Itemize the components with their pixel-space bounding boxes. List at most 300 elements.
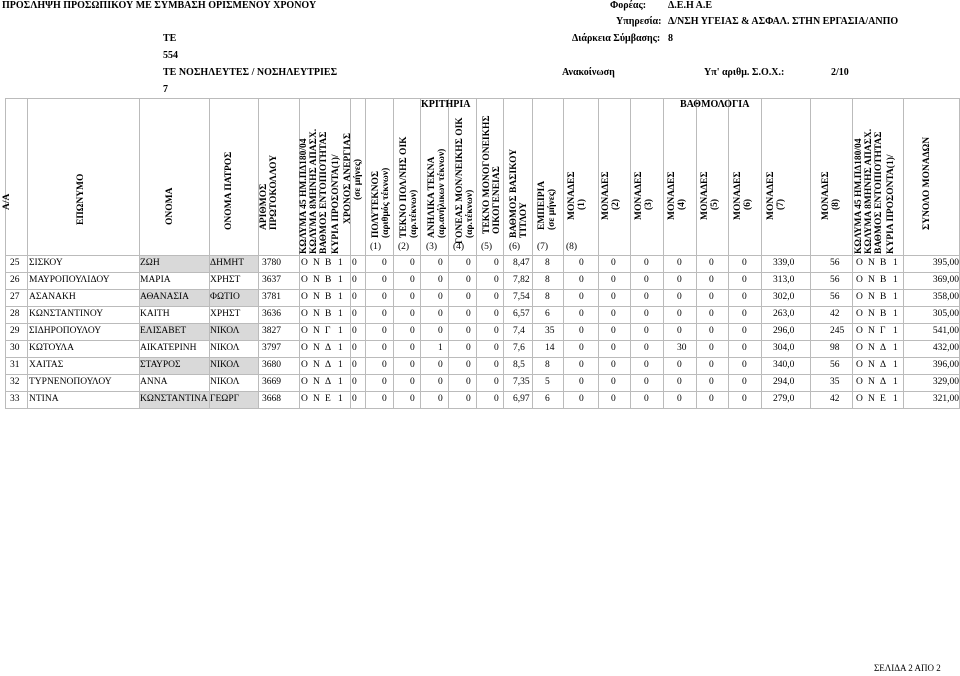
- cell-m1: 0: [579, 377, 584, 387]
- cell-onoma: ΚΑΙΤΗ: [140, 309, 170, 319]
- cell-m4: 0: [677, 258, 682, 268]
- cell-m4: 30: [677, 343, 687, 353]
- col-m1-2: (1): [577, 198, 587, 210]
- cell-patros: ΔΗΜΗΤ: [210, 258, 245, 268]
- cell-vathmos: 6,57: [513, 309, 530, 319]
- cell-vathmos: 7,82: [513, 275, 530, 285]
- cell-anergia: 0: [352, 377, 357, 387]
- cell-kolyma-n: Ν: [313, 275, 320, 285]
- cell-m7: 279,0: [773, 394, 795, 404]
- cell-teknomon: 0: [494, 326, 499, 336]
- cell-onoma: ΖΩΗ: [140, 258, 160, 268]
- cell-anergia: 0: [352, 343, 357, 353]
- cell-kolyma2-kyria: 1: [893, 394, 898, 404]
- cell-kolyma2-vathmos: Γ: [880, 326, 886, 336]
- cell-m4: 0: [677, 309, 682, 319]
- cell-kolyma-o: Ο: [301, 292, 308, 302]
- cell-kolyma-n: Ν: [313, 309, 320, 319]
- col-polyteknos-2: (αριθμός τέκνων): [381, 167, 391, 238]
- cell-m6: 0: [742, 360, 747, 370]
- cell-m4: 0: [677, 360, 682, 370]
- specialty-code: 554: [163, 50, 178, 61]
- cell-vathmos: 8,5: [513, 360, 525, 370]
- cell-vathmos-entop: Β: [325, 275, 332, 285]
- col-m5-2: (5): [710, 198, 720, 210]
- cell-kolyma2-n: Ν: [868, 394, 875, 404]
- cell-synolo: 329,00: [932, 377, 959, 387]
- cell-eponymo: ΚΩΤΟΥΛΑ: [29, 343, 74, 353]
- cell-kolyma2-n: Ν: [868, 292, 875, 302]
- cell-kolyma2-vathmos: Β: [880, 275, 887, 285]
- cell-empeiria: 5: [545, 377, 550, 387]
- cell-vathmos: 7,35: [513, 377, 530, 387]
- cell-protokollo: 3668: [262, 394, 281, 404]
- ypiresia-value: Δ/ΝΣΗ ΥΓΕΙΑΣ & ΑΣΦΑΛ. ΣΤΗΝ ΕΡΓΑΣΙΑ/ΑΝΠΟ: [668, 16, 899, 27]
- num-label-7: (7): [537, 242, 549, 252]
- cell-m4: 0: [677, 377, 682, 387]
- cell-m3: 0: [644, 343, 649, 353]
- num-label-1: (1): [370, 242, 382, 252]
- cell-anilika: 0: [438, 360, 443, 370]
- cell-m4: 0: [677, 292, 682, 302]
- cell-kolyma2-n: Ν: [868, 377, 875, 387]
- col-m4-2: (4): [677, 198, 687, 210]
- cell-aa: 30: [10, 343, 20, 353]
- cell-m2: 0: [611, 377, 616, 387]
- col-m7-2: (7): [776, 198, 786, 210]
- cell-m1: 0: [579, 258, 584, 268]
- num-label-8: (8): [566, 242, 578, 252]
- col-onoma-patros: ΟΝΟΜΑ ΠΑΤΡΟΣ: [224, 151, 234, 230]
- cell-eponymo: ΚΩΝΣΤΑΝΤΙΝΟΥ: [29, 309, 104, 319]
- cell-kolyma-o: Ο: [301, 360, 308, 370]
- cell-goneas: 0: [466, 394, 471, 404]
- cell-kyria: 1: [338, 292, 343, 302]
- cell-m7: 302,0: [773, 292, 795, 302]
- cell-kolyma-n: Ν: [313, 343, 320, 353]
- cell-onoma: ΚΩΝΣΤΑΝΤΙΝΑ: [140, 394, 208, 404]
- positions-count: 7: [163, 84, 168, 95]
- foreas-value: Δ.Ε.Η Α.Ε: [668, 0, 713, 11]
- cell-teknopol: 0: [410, 309, 415, 319]
- cell-teknomon: 0: [494, 394, 499, 404]
- cell-kolyma-o: Ο: [301, 309, 308, 319]
- cell-eponymo: ΤΥΡΝΕΝΟΠΟΥΛΟΥ: [29, 377, 112, 387]
- cell-kolyma-o: Ο: [301, 326, 308, 336]
- cell-goneas: 0: [466, 292, 471, 302]
- cell-onoma: ΑΝΝΑ: [140, 377, 168, 387]
- cell-polyteknos: 0: [382, 360, 387, 370]
- cell-m3: 0: [644, 377, 649, 387]
- cell-aa: 33: [10, 394, 20, 404]
- cell-m5: 0: [709, 394, 714, 404]
- cell-synolo: 541,00: [932, 326, 959, 336]
- cell-m2: 0: [611, 275, 616, 285]
- cell-teknopol: 0: [410, 292, 415, 302]
- cell-m8: 98: [830, 343, 840, 353]
- cell-m8: 56: [830, 360, 840, 370]
- cell-kolyma2-o: Ο: [856, 343, 863, 353]
- col-vathmos-1: ΒΑΘΜΟΣ ΒΑΣΙΚΟΥ: [509, 148, 519, 238]
- cell-onoma: ΑΘΑΝΑΣΙΑ: [140, 292, 190, 302]
- cell-protokollo: 3636: [262, 309, 281, 319]
- cell-m3: 0: [644, 326, 649, 336]
- cell-teknomon: 0: [494, 258, 499, 268]
- cell-m5: 0: [709, 258, 714, 268]
- cell-m5: 0: [709, 292, 714, 302]
- cell-anergia: 0: [352, 309, 357, 319]
- cell-m6: 0: [742, 292, 747, 302]
- cell-m8: 42: [830, 394, 840, 404]
- cell-m7: 294,0: [773, 377, 795, 387]
- cell-m6: 0: [742, 377, 747, 387]
- cell-kolyma-o: Ο: [301, 377, 308, 387]
- cell-anilika: 0: [438, 394, 443, 404]
- cell-m5: 0: [709, 360, 714, 370]
- cell-m6: 0: [742, 309, 747, 319]
- cell-m7: 313,0: [773, 275, 795, 285]
- cell-kyria: 1: [338, 309, 343, 319]
- cell-aa: 29: [10, 326, 20, 336]
- cell-m2: 0: [611, 343, 616, 353]
- col-empeiria-2: (σε μήνες): [547, 188, 557, 230]
- cell-m2: 0: [611, 292, 616, 302]
- cell-anergia: 0: [352, 394, 357, 404]
- cell-teknomon: 0: [494, 343, 499, 353]
- cell-patros: ΝΙΚΟΛ: [210, 360, 240, 370]
- cell-vathmos-entop: Δ: [325, 377, 332, 387]
- cell-eponymo: ΣΙΣΚΟΥ: [29, 258, 63, 268]
- cell-m7: 340,0: [773, 360, 795, 370]
- diarkeia-value: 8: [668, 33, 673, 44]
- cell-kolyma2-o: Ο: [856, 292, 863, 302]
- cell-polyteknos: 0: [382, 343, 387, 353]
- cell-m8: 245: [830, 326, 845, 336]
- col-kolyma2-1: ΚΩΛΥΜΑ 45 ΗΜ.ΠΔ180/04: [854, 138, 864, 254]
- cell-kolyma2-n: Ν: [868, 309, 875, 319]
- cell-patros: ΝΙΚΟΛ: [210, 377, 240, 387]
- cell-m6: 0: [742, 394, 747, 404]
- cell-kolyma2-o: Ο: [856, 309, 863, 319]
- cell-kolyma2-n: Ν: [868, 360, 875, 370]
- cell-kolyma2-vathmos: Δ: [880, 343, 887, 353]
- col-kolyma1-1: ΚΩΛΥΜΑ 45 ΗΜ.ΠΔ180/04: [299, 138, 309, 254]
- page-footer: ΣΕΛΙΔΑ 2 ΑΠΟ 2: [874, 663, 941, 673]
- document-title: ΠΡΟΣΛΗΨΗ ΠΡΟΣΩΠΙΚΟΥ ΜΕ ΣΥΜΒΑΣΗ ΟΡΙΣΜΕΝΟΥ ΧΡΟΝΟΥ: [2, 0, 317, 11]
- col-protokollou-2: ΠΡΩΤΟΚΟΛΛΟΥ: [269, 154, 279, 230]
- soch-label: Υπ' αριθμ. Σ.Ο.Χ.:: [704, 67, 785, 78]
- cell-m7: 339,0: [773, 258, 795, 268]
- cell-anilika: 0: [438, 377, 443, 387]
- cell-anergia: 0: [352, 292, 357, 302]
- col-m2-1: ΜΟΝΑΔΕΣ: [601, 171, 611, 220]
- cell-protokollo: 3637: [262, 275, 281, 285]
- cell-aa: 26: [10, 275, 20, 285]
- cell-teknomon: 0: [494, 377, 499, 387]
- cell-m4: 0: [677, 275, 682, 285]
- foreas-label: Φορέας:: [610, 0, 647, 11]
- cell-kolyma2-n: Ν: [868, 343, 875, 353]
- cell-teknomon: 0: [494, 309, 499, 319]
- cell-polyteknos: 0: [382, 258, 387, 268]
- cell-vathmos-entop: Γ: [325, 326, 331, 336]
- cell-m2: 0: [611, 309, 616, 319]
- cell-m6: 0: [742, 258, 747, 268]
- cell-protokollo: 3797: [262, 343, 281, 353]
- cell-kolyma2-o: Ο: [856, 326, 863, 336]
- cell-anergia: 0: [352, 326, 357, 336]
- cell-m8: 56: [830, 292, 840, 302]
- cell-teknopol: 0: [410, 275, 415, 285]
- cell-patros: ΧΡΗΣΤ: [210, 275, 241, 285]
- cell-m1: 0: [579, 360, 584, 370]
- cell-m5: 0: [709, 275, 714, 285]
- col-m1-1: ΜΟΝΑΔΕΣ: [567, 171, 577, 220]
- cell-empeiria: 35: [545, 326, 555, 336]
- cell-patros: ΝΙΚΟΛ: [210, 343, 240, 353]
- cell-teknopol: 0: [410, 326, 415, 336]
- specialty-name: ΤΕ ΝΟΣΗΛΕΥΤΕΣ / ΝΟΣΗΛΕΥΤΡΙΕΣ: [163, 67, 338, 78]
- cell-anergia: 0: [352, 275, 357, 285]
- cell-m3: 0: [644, 292, 649, 302]
- cell-kolyma2-o: Ο: [856, 377, 863, 387]
- col-kolyma2-4: ΚΥΡΙΑ ΠΡΟΣΟΝΤΑ(1)/: [886, 154, 896, 254]
- cell-m3: 0: [644, 394, 649, 404]
- cell-m3: 0: [644, 258, 649, 268]
- cell-onoma: ΜΑΡΙΑ: [140, 275, 171, 285]
- col-goneas-1: ΓΟΝΕΑΣ ΜΟΝ/ΝΕΙΚΗΣ ΟΙΚ: [455, 117, 465, 244]
- cell-teknopol: 0: [410, 360, 415, 370]
- soch-value: 2/10: [831, 67, 849, 78]
- cell-m6: 0: [742, 343, 747, 353]
- cell-polyteknos: 0: [382, 275, 387, 285]
- cell-aa: 28: [10, 309, 20, 319]
- col-m3-1: ΜΟΝΑΔΕΣ: [634, 171, 644, 220]
- cell-teknopol: 0: [410, 394, 415, 404]
- col-polyteknos-1: ΠΟΛΥΤΕΚΝΟΣ: [371, 170, 381, 238]
- cell-kolyma2-o: Ο: [856, 360, 863, 370]
- cell-m4: 0: [677, 326, 682, 336]
- cell-kolyma-o: Ο: [301, 394, 308, 404]
- cell-onoma: ΕΛΙΣΑΒΕΤ: [140, 326, 187, 336]
- col-teknopol-2: (αρ.τέκνων): [409, 189, 419, 238]
- group-kritiria: ΚΡΙΤΗΡΙΑ: [421, 99, 471, 110]
- cell-kolyma2-n: Ν: [868, 258, 875, 268]
- num-label-4: (4): [453, 242, 465, 252]
- num-label-6: (6): [509, 242, 521, 252]
- cell-empeiria: 8: [545, 360, 550, 370]
- cell-empeiria: 6: [545, 394, 550, 404]
- cell-vathmos-entop: Ε: [325, 394, 331, 404]
- col-m6-2: (6): [743, 198, 753, 210]
- col-m7-1: ΜΟΝΑΔΕΣ: [766, 171, 776, 220]
- col-teknomon-2: ΟΙΚΟΓΕΝΕΙΑΣ: [492, 166, 502, 234]
- cell-eponymo: ΜΑΥΡΟΠΟΥΛΙΔΟΥ: [29, 275, 110, 285]
- col-m8-2: (8): [831, 198, 841, 210]
- cell-kolyma-n: Ν: [313, 377, 320, 387]
- cell-kolyma2-vathmos: Δ: [880, 360, 887, 370]
- cell-empeiria: 8: [545, 275, 550, 285]
- col-onoma: ΟΝΟΜΑ: [165, 187, 175, 225]
- cell-kolyma2-o: Ο: [856, 394, 863, 404]
- cell-eponymo: ΧΑΙΤΑΣ: [29, 360, 64, 370]
- cell-protokollo: 3781: [262, 292, 281, 302]
- col-anergia-2: (σε μήνες): [353, 158, 363, 200]
- category-te: ΤΕ: [163, 33, 177, 44]
- col-kolyma2-2: ΚΩΛΥΜΑ 8ΜΗΝΗΣ ΑΠΑΣΧ.: [864, 128, 874, 254]
- cell-m6: 0: [742, 326, 747, 336]
- col-m6-1: ΜΟΝΑΔΕΣ: [733, 171, 743, 220]
- col-m4-1: ΜΟΝΑΔΕΣ: [667, 171, 677, 220]
- col-vathmos-2: ΤΙΤΛΟΥ: [519, 202, 529, 238]
- cell-kyria: 1: [338, 360, 343, 370]
- cell-patros: ΦΩΤΙΟ: [210, 292, 240, 302]
- cell-patros: ΧΡΗΣΤ: [210, 309, 241, 319]
- col-kolyma1-3: ΒΑΘΜΟΣ ΕΝΤΟΠΙΟΤΗΤΑΣ: [319, 131, 329, 254]
- cell-onoma: ΑΙΚΑΤΕΡΙΝΗ: [140, 343, 197, 353]
- cell-kolyma2-kyria: 1: [893, 326, 898, 336]
- cell-m3: 0: [644, 275, 649, 285]
- cell-goneas: 0: [466, 360, 471, 370]
- cell-kolyma2-kyria: 1: [893, 292, 898, 302]
- cell-m5: 0: [709, 309, 714, 319]
- cell-teknomon: 0: [494, 360, 499, 370]
- cell-teknopol: 0: [410, 343, 415, 353]
- cell-goneas: 0: [466, 258, 471, 268]
- cell-m1: 0: [579, 292, 584, 302]
- cell-kolyma2-n: Ν: [868, 275, 875, 285]
- cell-synolo: 369,00: [932, 275, 959, 285]
- cell-kolyma-o: Ο: [301, 275, 308, 285]
- cell-kolyma2-vathmos: Ε: [880, 394, 886, 404]
- cell-empeiria: 8: [545, 258, 550, 268]
- col-anilika-1: ΑΝΗΛΙΚΑ ΤΕΚΝΑ: [427, 156, 437, 238]
- cell-kolyma-n: Ν: [313, 326, 320, 336]
- cell-m1: 0: [579, 275, 584, 285]
- cell-kolyma2-n: Ν: [868, 326, 875, 336]
- cell-kyria: 1: [338, 377, 343, 387]
- cell-m8: 42: [830, 309, 840, 319]
- cell-m4: 0: [677, 394, 682, 404]
- col-eponymo: ΕΠΩΝΥΜΟ: [76, 173, 86, 225]
- cell-synolo: 432,00: [932, 343, 959, 353]
- col-aa: Α/Α: [2, 193, 12, 210]
- col-kolyma1-2: ΚΩΛΥΜΑ 8ΜΗΝΗΣ ΑΠΑΣΧ.: [309, 128, 319, 254]
- cell-anilika: 0: [438, 309, 443, 319]
- cell-vathmos: 8,47: [513, 258, 530, 268]
- cell-teknomon: 0: [494, 275, 499, 285]
- cell-teknomon: 0: [494, 292, 499, 302]
- cell-goneas: 0: [466, 326, 471, 336]
- cell-empeiria: 8: [545, 292, 550, 302]
- cell-vathmos: 7,6: [513, 343, 525, 353]
- cell-vathmos-entop: Β: [325, 309, 332, 319]
- num-label-3: (3): [426, 242, 438, 252]
- cell-teknopol: 0: [410, 377, 415, 387]
- cell-kolyma2-vathmos: Β: [880, 309, 887, 319]
- cell-synolo: 321,00: [932, 394, 959, 404]
- cell-kolyma2-o: Ο: [856, 275, 863, 285]
- cell-aa: 25: [10, 258, 20, 268]
- cell-anergia: 0: [352, 258, 357, 268]
- cell-m2: 0: [611, 258, 616, 268]
- col-goneas-2: (αρ.τέκνων): [465, 189, 475, 238]
- cell-kolyma-n: Ν: [313, 292, 320, 302]
- cell-m8: 35: [830, 377, 840, 387]
- cell-kolyma-n: Ν: [313, 360, 320, 370]
- cell-protokollo: 3780: [262, 258, 281, 268]
- cell-kolyma-o: Ο: [301, 258, 308, 268]
- cell-m1: 0: [579, 394, 584, 404]
- col-teknopol-1: ΤΕΚΝΟ ΠΟΛ/ΝΗΣ ΟΙΚ: [399, 136, 409, 238]
- cell-kolyma2-kyria: 1: [893, 360, 898, 370]
- cell-m5: 0: [709, 343, 714, 353]
- cell-kolyma2-kyria: 1: [893, 377, 898, 387]
- cell-kolyma-n: Ν: [313, 258, 320, 268]
- cell-m3: 0: [644, 360, 649, 370]
- cell-synolo: 395,00: [932, 258, 959, 268]
- num-label-5: (5): [481, 242, 493, 252]
- col-m8-1: ΜΟΝΑΔΕΣ: [821, 171, 831, 220]
- cell-kolyma2-kyria: 1: [893, 309, 898, 319]
- cell-vathmos-entop: Δ: [325, 343, 332, 353]
- cell-polyteknos: 0: [382, 309, 387, 319]
- cell-polyteknos: 0: [382, 377, 387, 387]
- cell-m2: 0: [611, 326, 616, 336]
- cell-m7: 296,0: [773, 326, 795, 336]
- cell-anilika: 0: [438, 292, 443, 302]
- num-label-2: (2): [398, 242, 410, 252]
- cell-aa: 32: [10, 377, 20, 387]
- cell-synolo: 305,00: [932, 309, 959, 319]
- cell-synolo: 396,00: [932, 360, 959, 370]
- cell-protokollo: 3669: [262, 377, 281, 387]
- cell-kyria: 1: [338, 394, 343, 404]
- cell-eponymo: ΝΤΙΝΑ: [29, 394, 59, 404]
- col-empeiria-1: ΕΜΠΕΙΡΙΑ: [537, 180, 547, 230]
- cell-teknopol: 0: [410, 258, 415, 268]
- cell-empeiria: 14: [545, 343, 555, 353]
- cell-m7: 304,0: [773, 343, 795, 353]
- cell-m2: 0: [611, 360, 616, 370]
- cell-anilika: 0: [438, 258, 443, 268]
- col-m5-1: ΜΟΝΑΔΕΣ: [700, 171, 710, 220]
- col-anilika-2: (αρ.ανήλικων τέκνων): [437, 148, 447, 238]
- cell-empeiria: 6: [545, 309, 550, 319]
- cell-kyria: 1: [338, 326, 343, 336]
- cell-m1: 0: [579, 343, 584, 353]
- cell-m2: 0: [611, 394, 616, 404]
- cell-m5: 0: [709, 377, 714, 387]
- cell-goneas: 0: [466, 309, 471, 319]
- col-m2-2: (2): [611, 198, 621, 210]
- cell-polyteknos: 0: [382, 326, 387, 336]
- cell-protokollo: 3827: [262, 326, 281, 336]
- col-synolo: ΣΥΝΟΛΟ ΜΟΝΑΔΩΝ: [922, 136, 932, 230]
- anakoinosi-label: Ανακοίνωση: [562, 67, 615, 78]
- cell-kolyma2-vathmos: Β: [880, 292, 887, 302]
- cell-patros: ΝΙΚΟΛ: [210, 326, 240, 336]
- cell-vathmos-entop: Δ: [325, 360, 332, 370]
- cell-kyria: 1: [338, 258, 343, 268]
- cell-m3: 0: [644, 309, 649, 319]
- group-vathmologia: ΒΑΘΜΟΛΟΓΙΑ: [680, 99, 750, 110]
- cell-protokollo: 3680: [262, 360, 281, 370]
- diarkeia-label: Διάρκεια Σύμβασης:: [572, 33, 661, 44]
- cell-vathmos: 6,97: [513, 394, 530, 404]
- cell-m1: 0: [579, 326, 584, 336]
- ypiresia-label: Υπηρεσία:: [616, 16, 662, 27]
